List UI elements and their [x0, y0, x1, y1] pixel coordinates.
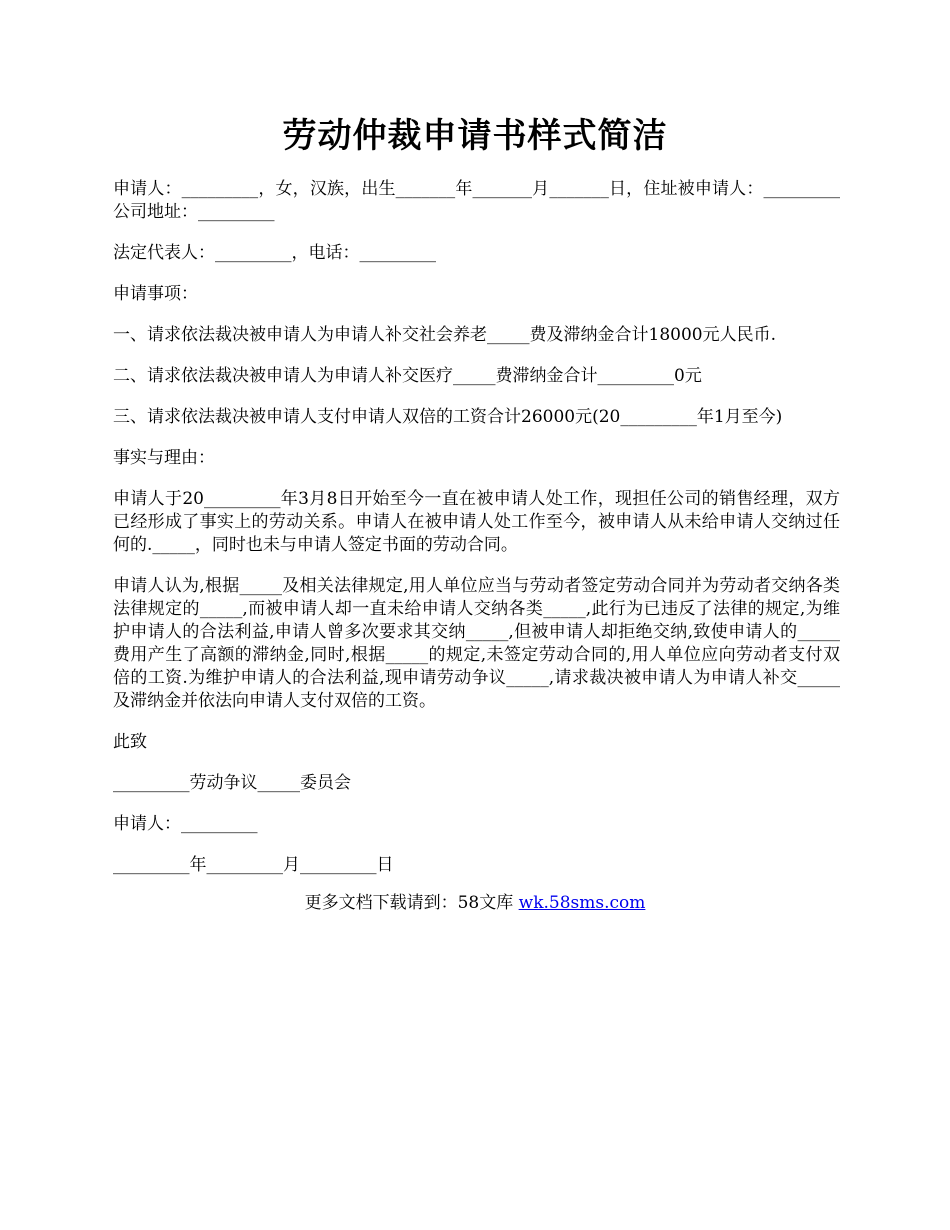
claim-item-2: 二、请求依法裁决被申请人为申请人补交医疗_____费滞纳金合计_________0元: [113, 366, 702, 386]
document-title: 劳动仲裁申请书样式简洁: [282, 116, 668, 156]
download-footer: [0, 892, 950, 915]
claims-heading: 申请事项：: [113, 284, 198, 304]
signature-line: 申请人：_________: [113, 814, 258, 834]
legal-representative-paragraph: 法定代表人：_________，电话：_________: [113, 243, 436, 263]
claim-item-3: 三、请求依法裁决被申请人支付申请人双倍的工资合计26000元(20_________年1月至今): [113, 407, 783, 427]
facts-paragraph: 申请人于20_________年3月8日开始至今一直在被申请人处工作，现担任公司的销售经理，双方已经形成了事实上的劳动关系。申请人在被申请人处工作至今，被申请人从未给申请人交纳过任何的._____，同时也未与申请人签定书面的劳动合同。: [113, 489, 840, 555]
reasons-paragraph: 申请人认为,根据_____及相关法律规定,用人单位应当与劳动者签定劳动合同并为劳动者交纳各类法律规定的_____,而被申请人却一直未给申请人交纳各类_____,此行为已违反了法律的规定,为维护申请人的合法利益,申请人曾多次要求其交纳_____,但被申请人却拒绝交纳,致使申请人的_____费用产生了高额的滞纳金,同时,根据_____的规定,未签定劳动合同的,用人单位应向劳动者支付双倍的工资.为维护申请人的合法利益,现申请劳动争议_____,请求裁决被申请人为申请人补交_____及滞纳金并依法向申请人支付双倍的工资。: [113, 576, 840, 711]
applicant-info-paragraph: 申请人：_________，女，汉族，出生_______年_______月_______日，住址被申请人：_________公司地址：_________: [113, 179, 840, 222]
date-line: _________年_________月_________日: [113, 855, 394, 875]
facts-reasons-heading: 事实与理由：: [113, 448, 215, 468]
claim-item-1: 一、请求依法裁决被申请人为申请人补交社会养老_____费及滞纳金合计18000元人民币.: [113, 325, 776, 345]
committee-line: _________劳动争议_____委员会: [113, 773, 351, 793]
footer-text: 更多文档下载请到：58文库: [304, 893, 519, 913]
document-body: [113, 178, 840, 895]
footer-link[interactable]: wk.58sms.com: [518, 893, 646, 913]
salutation: 此致: [113, 732, 147, 752]
